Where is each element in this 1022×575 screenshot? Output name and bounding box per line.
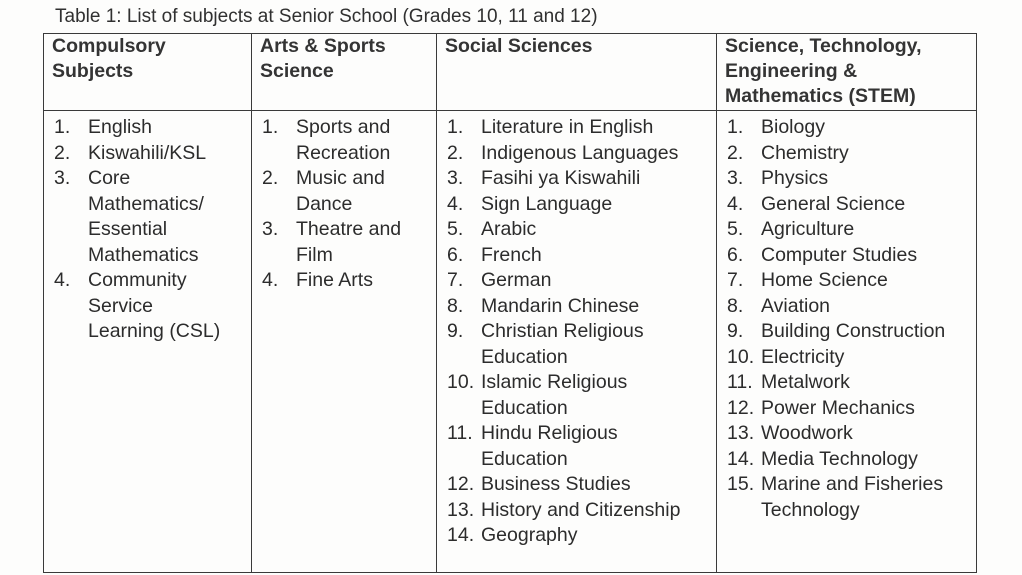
item-text-line: Theatre and <box>296 218 402 240</box>
subject-item <box>54 268 245 345</box>
item-text <box>761 319 970 345</box>
item-text <box>296 115 430 166</box>
item-number: 4. <box>54 269 71 291</box>
arts-sports-cell <box>252 111 437 573</box>
item-number: 1. <box>727 116 744 138</box>
subject-item <box>727 294 970 320</box>
item-text <box>88 268 245 345</box>
item-text-line: Fine Arts <box>296 269 373 291</box>
subject-item <box>262 115 430 166</box>
item-text-line: Mandarin Chinese <box>481 294 640 317</box>
subject-item <box>262 217 430 268</box>
item-text-line: Sports and <box>296 116 391 138</box>
item-text-line: Learning (CSL) <box>88 320 221 342</box>
subject-item <box>727 192 970 218</box>
item-text-line: Core <box>88 167 131 189</box>
subject-item <box>447 217 710 243</box>
item-text-line: Agriculture <box>761 218 855 240</box>
item-text-line: Woodwork <box>761 422 853 444</box>
header-arts-sports-science <box>252 34 437 111</box>
subject-item <box>262 268 430 294</box>
item-text-line: General Science <box>761 192 906 215</box>
item-text <box>481 294 710 320</box>
subject-item <box>727 345 970 371</box>
item-text-line: Biology <box>761 116 825 138</box>
item-number: 6. <box>447 243 464 266</box>
subject-item <box>262 166 430 217</box>
item-text-line: Education <box>481 396 568 419</box>
item-text <box>296 217 430 268</box>
item-text-line: Education <box>481 345 568 368</box>
item-text-line: Media Technology <box>761 447 918 470</box>
item-text <box>481 268 710 294</box>
subject-item <box>727 166 970 192</box>
item-text-line: French <box>481 243 542 266</box>
item-text-line: Music and <box>296 167 385 189</box>
item-number: 9. <box>447 320 464 342</box>
item-text <box>761 115 970 141</box>
item-text <box>296 166 430 217</box>
subject-item <box>447 115 710 141</box>
item-text <box>761 217 970 243</box>
item-text <box>296 268 430 294</box>
item-number: 1. <box>262 116 279 138</box>
item-text <box>481 370 710 421</box>
item-number: 14. <box>447 524 475 546</box>
item-text <box>761 294 970 320</box>
item-number: 13. <box>727 422 755 444</box>
header-line: Engineering & <box>725 60 858 82</box>
item-number: 12. <box>447 473 475 495</box>
subject-item <box>447 370 710 421</box>
item-number: 10. <box>727 345 755 368</box>
item-number: 1. <box>54 116 71 138</box>
item-text <box>761 243 970 269</box>
subject-item <box>54 141 245 167</box>
item-text-line: English <box>88 116 152 138</box>
item-text-line: Islamic Religious <box>481 371 628 393</box>
subject-item <box>447 294 710 320</box>
subject-item <box>447 523 710 549</box>
item-text-line: Home Science <box>761 269 888 291</box>
subject-item <box>727 115 970 141</box>
item-text-line: Community <box>88 269 187 291</box>
item-text-line: Aviation <box>761 294 831 317</box>
item-number: 14. <box>727 447 755 470</box>
social-sciences-list <box>447 115 710 549</box>
subject-item <box>447 243 710 269</box>
item-text-line: Film <box>296 243 333 266</box>
item-text-line: Service <box>88 294 154 317</box>
subject-item <box>447 421 710 472</box>
item-number: 8. <box>447 294 464 317</box>
item-text <box>481 421 710 472</box>
subject-item <box>54 166 245 268</box>
item-text <box>481 472 710 498</box>
subject-item <box>727 396 970 422</box>
item-text <box>481 141 710 167</box>
subject-item <box>54 115 245 141</box>
header-social-sciences <box>437 34 717 111</box>
subject-item <box>447 192 710 218</box>
item-number: 11. <box>447 422 473 444</box>
item-text <box>88 166 245 268</box>
item-number: 5. <box>447 218 464 240</box>
item-text-line: Dance <box>296 192 353 215</box>
item-text-line: Power Mechanics <box>761 396 915 419</box>
item-number: 3. <box>54 167 71 189</box>
header-line: Science <box>260 60 334 82</box>
item-text-line: Christian Religious <box>481 320 644 342</box>
subjects-table <box>43 33 977 573</box>
item-text <box>481 523 710 549</box>
subject-item <box>727 421 970 447</box>
header-compulsory-subjects <box>44 34 252 111</box>
item-number: 4. <box>447 192 464 215</box>
table-caption: Table 1: List of subjects at Senior School (Grades 10, 11 and 12) <box>55 6 598 27</box>
item-text <box>761 421 970 447</box>
item-text-line: Electricity <box>761 345 845 368</box>
item-number: 8. <box>727 294 744 317</box>
item-text <box>481 192 710 218</box>
item-text-line: Marine and Fisheries <box>761 473 944 495</box>
item-text-line: Building Construction <box>761 320 946 342</box>
arts-sports-list <box>262 115 430 294</box>
item-text <box>761 396 970 422</box>
item-number: 3. <box>727 167 744 189</box>
item-text <box>481 217 710 243</box>
item-text-line: Recreation <box>296 141 391 164</box>
item-text <box>761 370 970 396</box>
header-line: Arts & Sports <box>260 35 386 57</box>
item-number: 2. <box>54 141 71 164</box>
item-text-line: Literature in English <box>481 116 654 138</box>
stem-cell <box>717 111 977 573</box>
item-text-line: Technology <box>761 498 860 521</box>
item-number: 10. <box>447 371 475 393</box>
header-line: Social Sciences <box>445 35 593 57</box>
subject-item <box>447 472 710 498</box>
subject-item <box>727 243 970 269</box>
item-number: 3. <box>447 167 464 189</box>
item-text <box>88 115 245 141</box>
subject-item <box>447 268 710 294</box>
item-text-line: Arabic <box>481 218 537 240</box>
item-text <box>761 268 970 294</box>
social-sciences-cell <box>437 111 717 573</box>
item-number: 1. <box>447 116 464 138</box>
item-text-line: Business Studies <box>481 473 631 495</box>
subject-item <box>727 268 970 294</box>
item-text-line: History and Citizenship <box>481 498 681 521</box>
item-number: 5. <box>727 218 744 240</box>
header-line: Subjects <box>52 60 134 82</box>
item-text <box>481 166 710 192</box>
item-number: 4. <box>262 269 279 291</box>
subject-item <box>447 166 710 192</box>
subject-item <box>447 141 710 167</box>
item-text-line: Education <box>481 447 568 470</box>
item-text <box>481 115 710 141</box>
item-text-line: Mathematics <box>88 243 199 266</box>
header-line: Mathematics (STEM) <box>725 85 916 107</box>
item-text-line: German <box>481 269 552 291</box>
item-number: 15. <box>727 473 755 495</box>
item-number: 9. <box>727 320 744 342</box>
item-text <box>761 166 970 192</box>
compulsory-subjects-list <box>54 115 245 345</box>
subject-item <box>447 319 710 370</box>
item-number: 2. <box>447 141 464 164</box>
item-text <box>761 472 970 523</box>
item-text <box>88 141 245 167</box>
stem-list <box>727 115 970 523</box>
item-number: 3. <box>262 218 279 240</box>
item-text <box>761 447 970 473</box>
body-row <box>44 111 977 573</box>
item-text-line: Metalwork <box>761 371 850 393</box>
item-text-line: Fasihi ya Kiswahili <box>481 167 641 189</box>
item-text-line: Kiswahili/KSL <box>88 141 207 164</box>
item-text-line: Sign Language <box>481 192 613 215</box>
subject-item <box>727 472 970 523</box>
item-number: 11. <box>727 371 753 393</box>
item-text <box>761 192 970 218</box>
header-line: Science, Technology, <box>725 35 922 57</box>
subject-item <box>727 319 970 345</box>
item-text <box>761 141 970 167</box>
header-stem <box>717 34 977 111</box>
item-text <box>481 498 710 524</box>
subject-item <box>727 217 970 243</box>
item-number: 6. <box>727 243 744 266</box>
item-text-line: Mathematics/ <box>88 192 204 215</box>
item-text-line: Computer Studies <box>761 243 918 266</box>
item-number: 2. <box>262 167 279 189</box>
subject-item <box>727 141 970 167</box>
subject-item <box>727 370 970 396</box>
item-number: 12. <box>727 396 755 419</box>
compulsory-subjects-cell <box>44 111 252 573</box>
item-text-line: Physics <box>761 167 829 189</box>
subject-item <box>727 447 970 473</box>
header-line: Compulsory <box>52 35 166 57</box>
item-number: 7. <box>447 269 464 291</box>
item-text <box>761 345 970 371</box>
item-number: 13. <box>447 498 475 521</box>
item-number: 4. <box>727 192 744 215</box>
item-text <box>481 243 710 269</box>
item-number: 2. <box>727 141 744 164</box>
item-text-line: Chemistry <box>761 141 849 164</box>
item-number: 7. <box>727 269 744 291</box>
item-text-line: Geography <box>481 524 578 546</box>
item-text-line: Essential <box>88 218 168 240</box>
item-text-line: Hindu Religious <box>481 422 618 444</box>
item-text <box>481 319 710 370</box>
subject-item <box>447 498 710 524</box>
item-text-line: Indigenous Languages <box>481 141 679 164</box>
header-row <box>44 34 977 111</box>
